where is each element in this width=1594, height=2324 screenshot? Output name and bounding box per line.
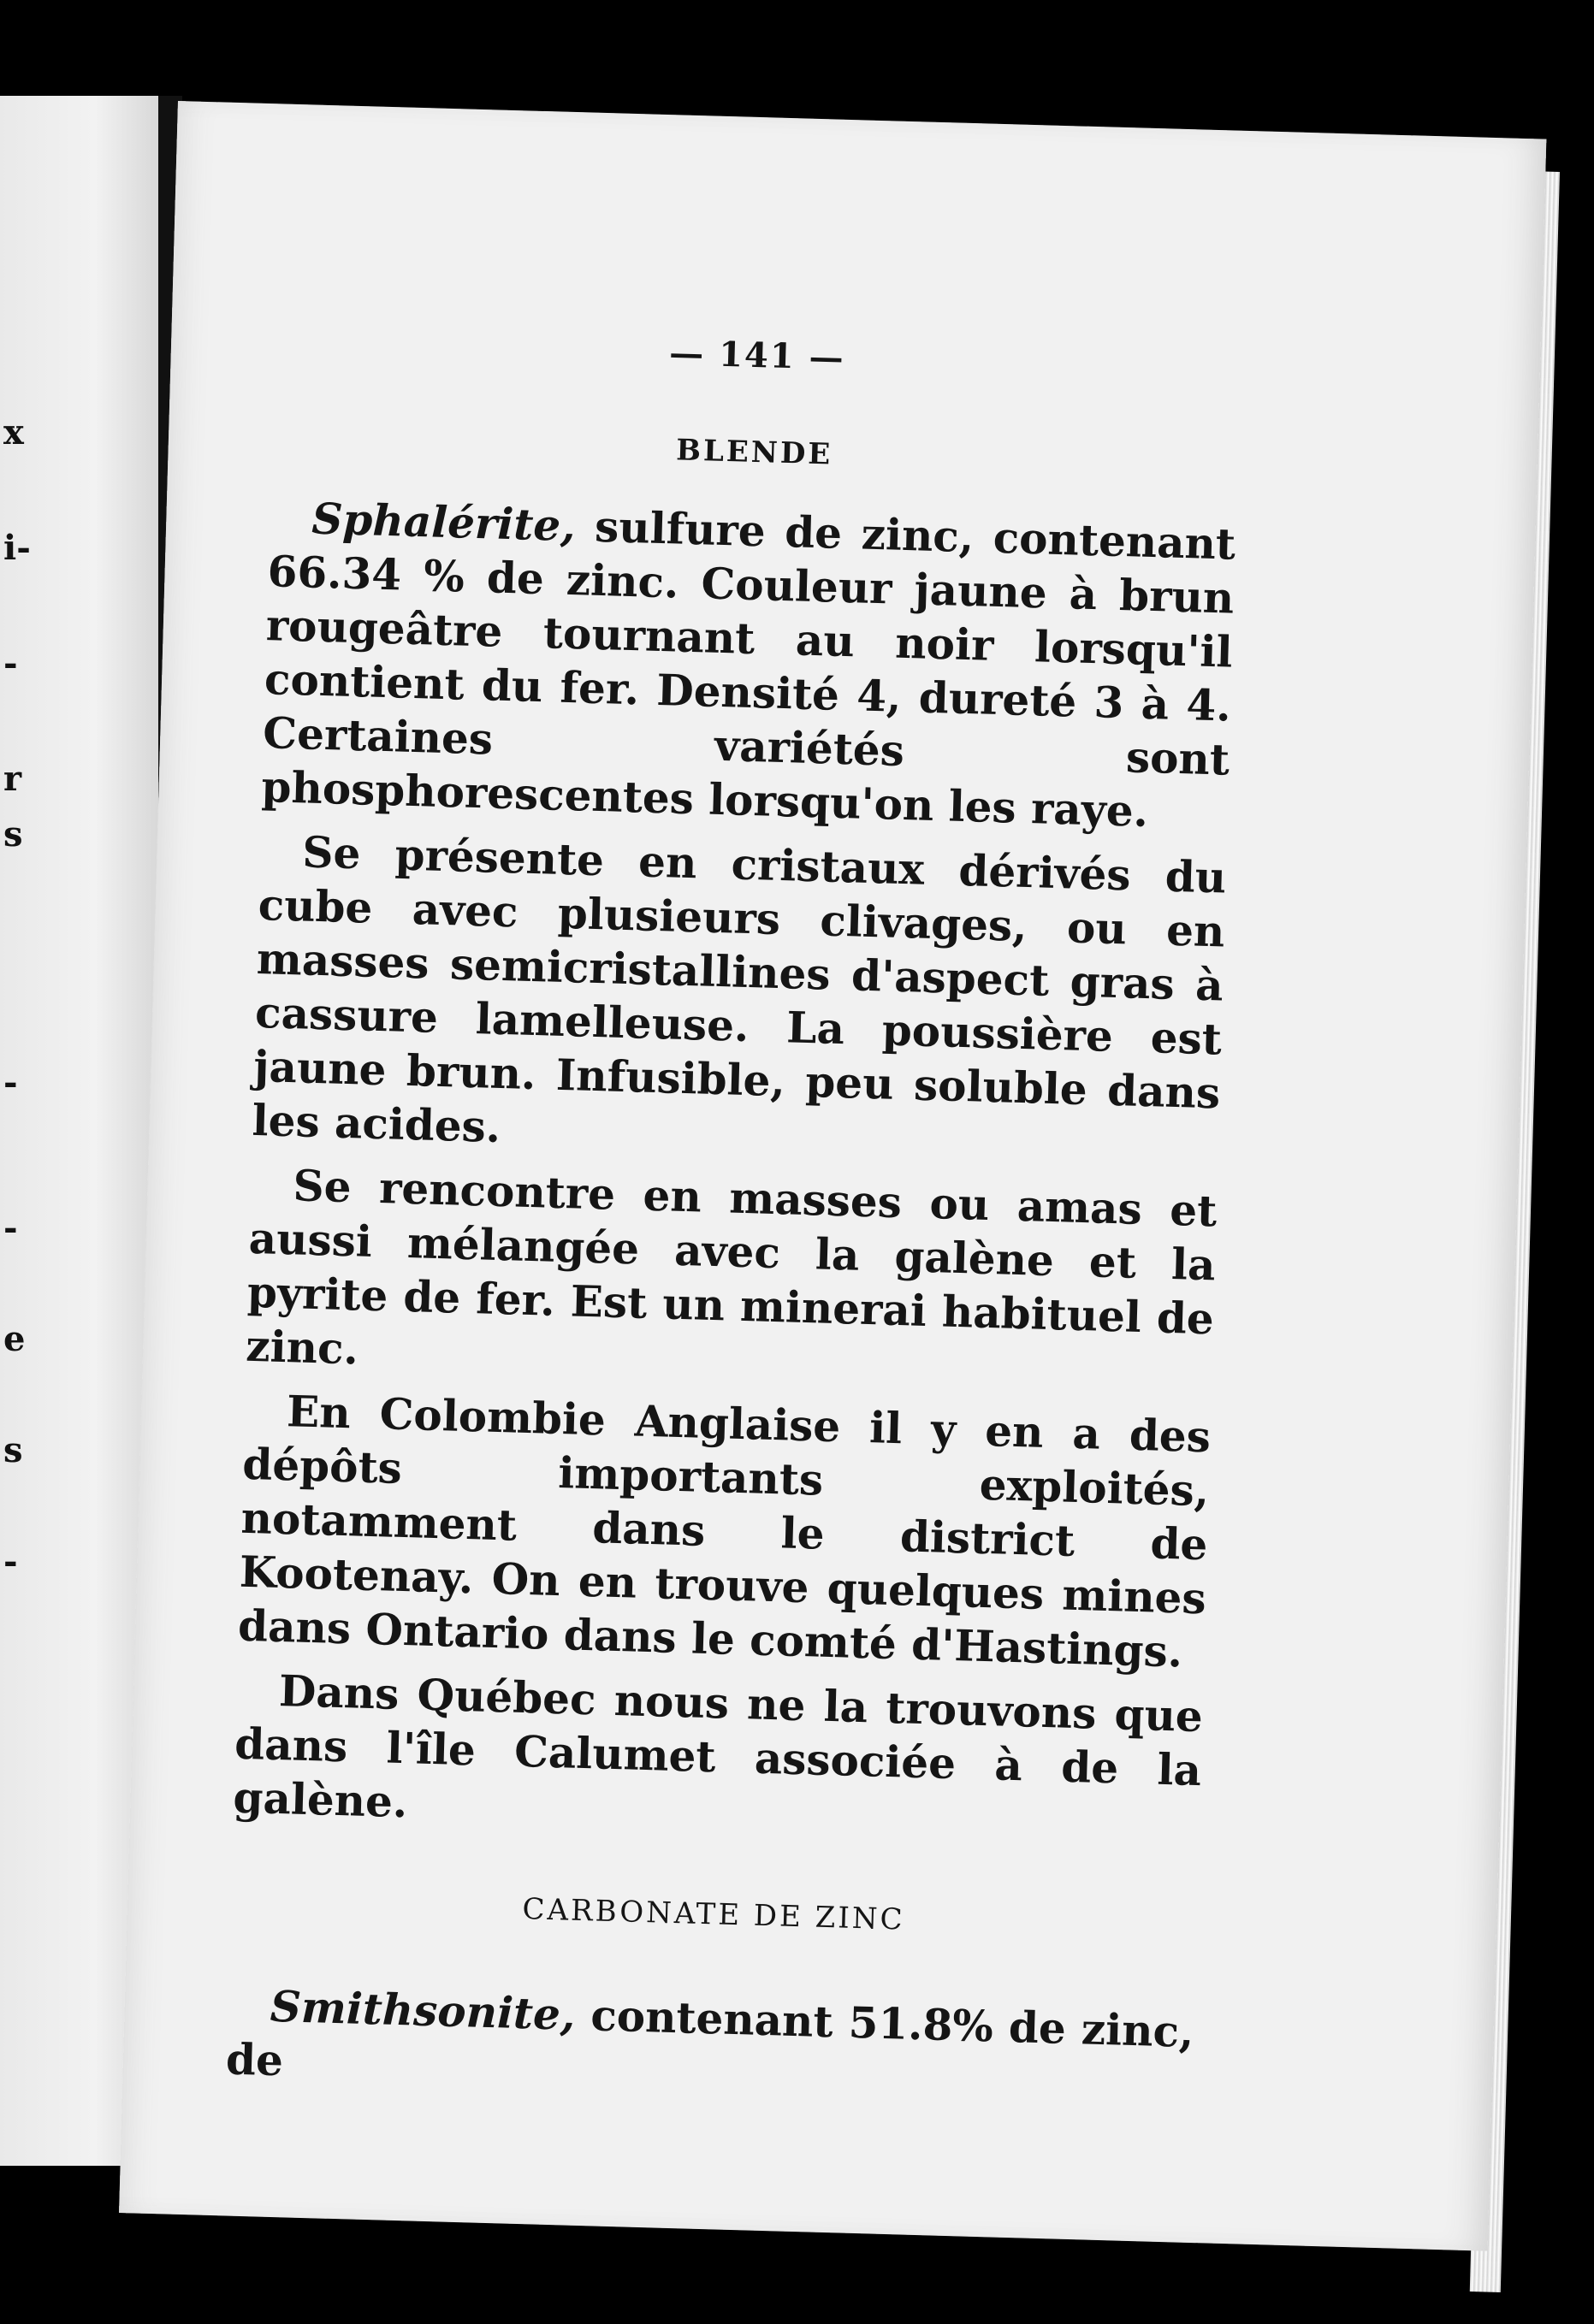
margin-fragment: - (3, 643, 18, 683)
paragraph (252, 824, 1227, 1174)
margin-fragment: - (3, 1541, 18, 1582)
margin-fragment: - (3, 1062, 18, 1103)
paragraph-text: Se présente en cristaux dérivés du cube avec plusieurs clivages, ou en masses semicristallines d'aspect gras à cassure lamelleuse. La poussière est jaune brun. Infusible, peu soluble dans les acides. (251, 826, 1227, 1152)
paragraph (233, 1663, 1204, 1851)
paragraph (261, 490, 1236, 840)
margin-fragment: x (3, 412, 24, 452)
paragraph (225, 1978, 1194, 2113)
page-number: — 141 — (668, 333, 846, 378)
paragraph-text: sulfure de zinc, contenant 66.34 % de zinc. Couleur jaune à brun rougeâtre tournant au noir lorsqu'il contient du fer. Densité 4, dureté 3 à 4. Certaines variétés sont phosphorescentes lorsqu'on les raye. (260, 500, 1236, 837)
paragraph (246, 1157, 1218, 1399)
margin-fragment: r (3, 759, 22, 799)
mineral-term: Smithsonite, (270, 1980, 577, 2040)
margin-fragment: s (3, 814, 23, 854)
paragraph (237, 1383, 1211, 1679)
mineral-term: Sphalérite, (311, 493, 577, 552)
paragraph-text: En Colombie Anglaise il y en a des dépôts importants exploités, notamment dans le district de Kootenay. On en trouve quelques mines dans Ontario dans le comté d'Hastings. (237, 1386, 1212, 1677)
book-page (119, 101, 1546, 2251)
page-text-column (225, 322, 1241, 2113)
paragraph-text: Dans Québec nous ne la trouvons que dans l'île Calumet associée à de la galène. (232, 1665, 1204, 1828)
section-title-carbonate: CARBONATE DE ZINC (522, 1892, 906, 1937)
margin-fragment: e (3, 1319, 26, 1359)
margin-fragment: s (3, 1430, 23, 1470)
paragraph-text: contenant 51.8% de zinc, de (225, 1989, 1195, 2086)
section-title-blende: BLENDE (675, 433, 833, 472)
margin-fragment: i- (3, 528, 31, 568)
paragraph-text: Se rencontre en masses ou amas et aussi mélangée avec la galène et la pyrite de fer. Est un minerai habituel de zinc. (245, 1160, 1218, 1375)
margin-fragment: - (3, 1208, 18, 1248)
